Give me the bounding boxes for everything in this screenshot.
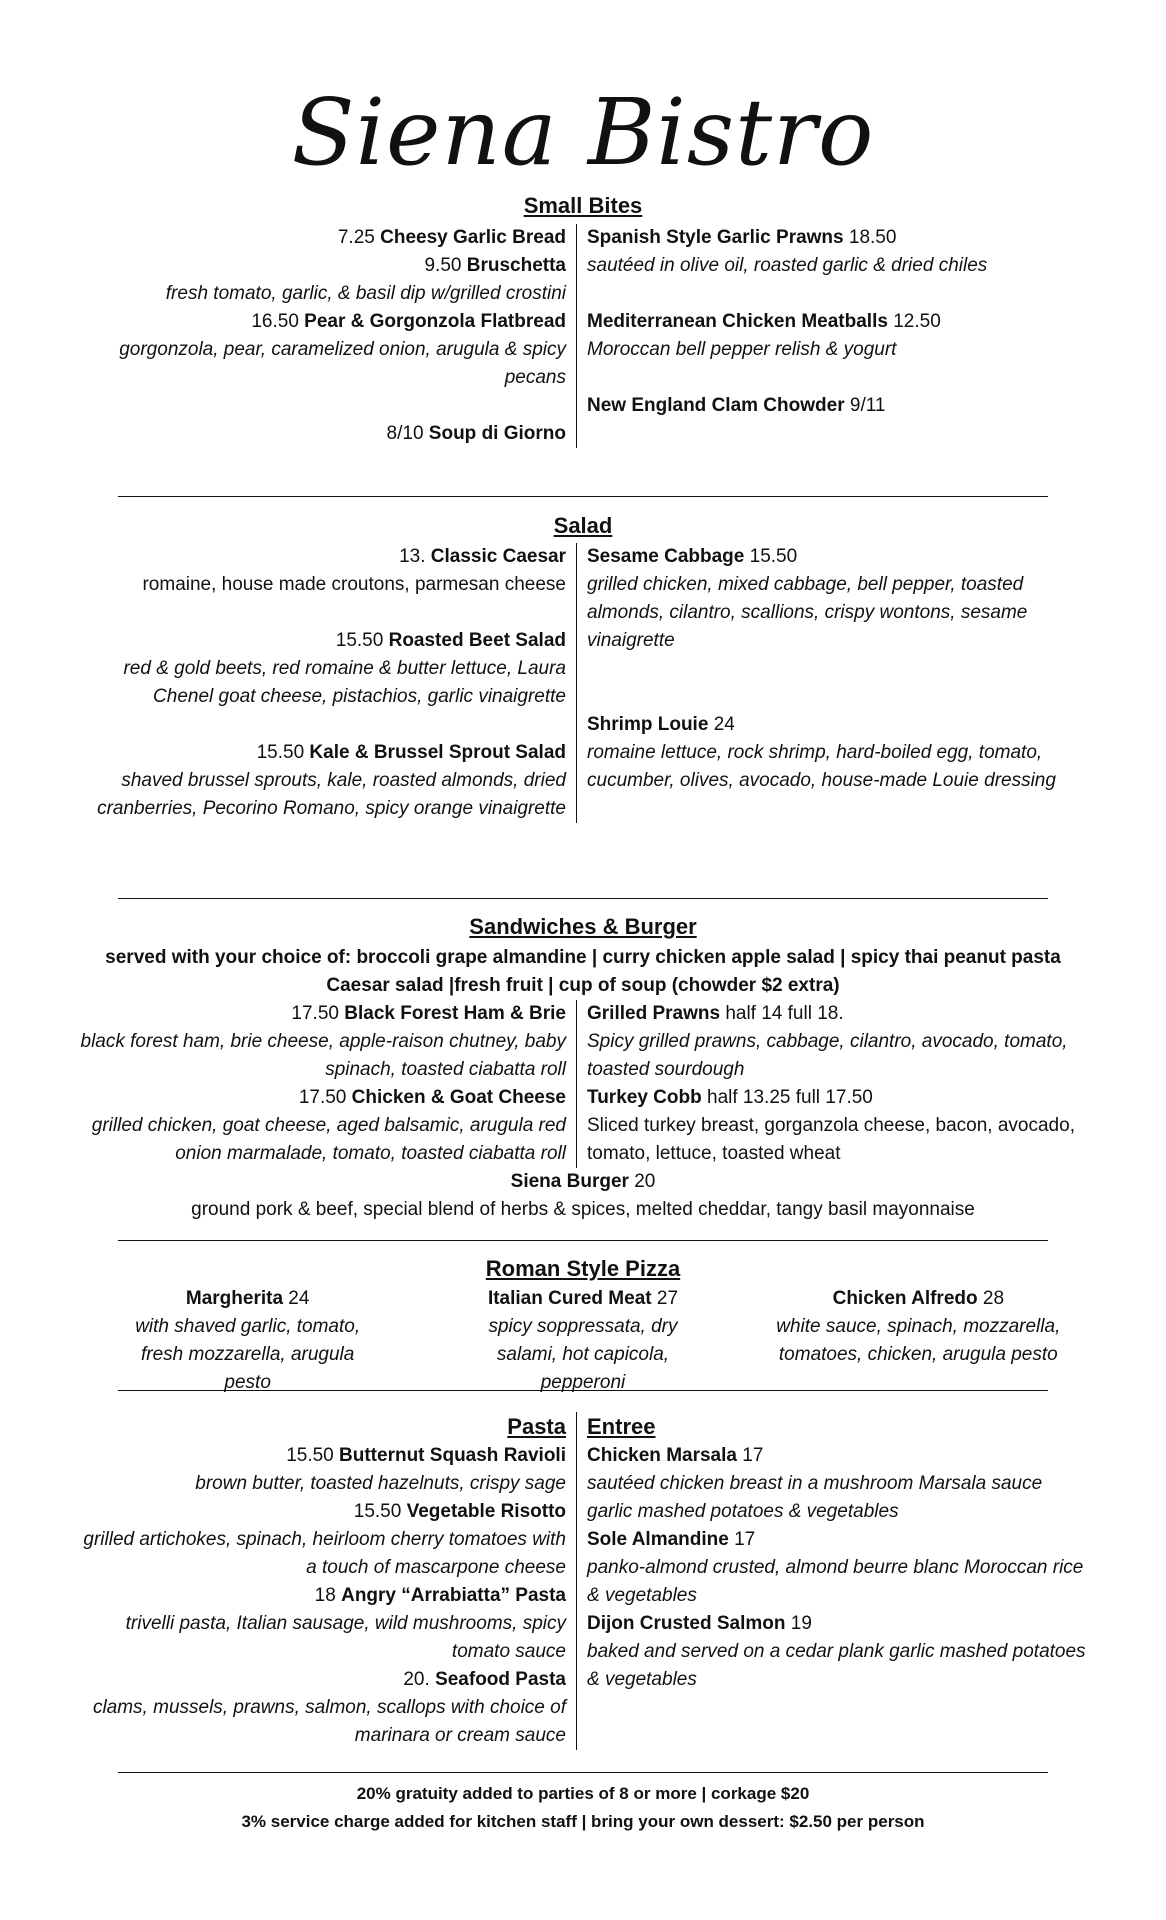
item-description: shaved brussel sprouts, kale, roasted almonds, dried cranberries, Pecorino Romano, spicy orange vinaigrette bbox=[97, 770, 566, 819]
menu-item bbox=[80, 1442, 566, 1498]
item-description: fresh tomato, garlic, & basil dip w/grilled crostini bbox=[165, 283, 566, 304]
divider bbox=[118, 496, 1048, 497]
item-name: Soup di Giorno bbox=[428, 423, 566, 444]
spacer bbox=[587, 364, 1086, 392]
item-price: 15.50 bbox=[335, 630, 384, 651]
menu-item bbox=[587, 1442, 1086, 1526]
item-description: white sauce, spinach, mozzarella, tomatoes, chicken, arugula pesto bbox=[776, 1316, 1061, 1365]
item-price: 18.50 bbox=[848, 227, 897, 248]
item-name: Turkey Cobb bbox=[587, 1087, 702, 1108]
item-name: Angry “Arrabiatta” Pasta bbox=[341, 1585, 566, 1606]
item-description: grilled artichokes, spinach, heirloom cherry tomatoes with a touch of mascarpone cheese bbox=[83, 1529, 566, 1578]
item-name: Classic Caesar bbox=[430, 546, 566, 567]
item-description: trivelli pasta, Italian sausage, wild mushrooms, spicy tomato sauce bbox=[125, 1613, 566, 1662]
item-description: brown butter, toasted hazelnuts, crispy sage bbox=[195, 1473, 566, 1494]
divider bbox=[118, 1390, 1048, 1391]
menu-item bbox=[587, 308, 1086, 364]
burger-title-line bbox=[0, 1168, 1166, 1196]
item-name: Mediterranean Chicken Meatballs bbox=[587, 311, 888, 332]
menu-item bbox=[80, 308, 566, 392]
item-name: New England Clam Chowder bbox=[587, 395, 845, 416]
menu-item bbox=[80, 1666, 566, 1750]
footer-gratuity: 20% gratuity added to parties of 8 or more | corkage $20 bbox=[356, 1784, 810, 1803]
sandwiches-right bbox=[577, 1000, 1086, 1168]
item-price: 16.50 bbox=[251, 311, 299, 332]
item-description: clams, mussels, prawns, salmon, scallops with choice of marinara or cream sauce bbox=[92, 1697, 566, 1746]
menu-item bbox=[587, 1610, 1086, 1694]
item-description: black forest ham, brie cheese, apple-raison chutney, baby spinach, toasted ciabatta roll bbox=[80, 1031, 566, 1080]
item-description: gorgonzola, pear, caramelized onion, arugula & spicy pecans bbox=[119, 339, 566, 388]
sides-choice-line: Caesar salad |fresh fruit | cup of soup (chowder $2 extra) bbox=[326, 975, 840, 996]
item-price: 24 bbox=[713, 714, 735, 735]
item-price: half 14 full 18. bbox=[725, 1003, 844, 1024]
item-name: Vegetable Risotto bbox=[406, 1501, 566, 1522]
item-price: 20 bbox=[634, 1171, 656, 1192]
item-name: Butternut Squash Ravioli bbox=[339, 1445, 566, 1466]
item-price: 9/11 bbox=[849, 395, 886, 416]
item-price: 15.50 bbox=[749, 546, 798, 567]
menu-item bbox=[80, 420, 566, 448]
menu-item bbox=[80, 739, 566, 823]
pasta-column bbox=[80, 1412, 577, 1750]
menu-item bbox=[587, 1000, 1086, 1084]
item-description: Moroccan bell pepper relish & yogurt bbox=[587, 339, 897, 360]
spacer bbox=[587, 683, 1086, 711]
entree-heading: Entree bbox=[587, 1414, 656, 1439]
spacer bbox=[587, 655, 1086, 683]
item-name: Bruschetta bbox=[466, 255, 566, 276]
item-price: 12.50 bbox=[893, 311, 941, 332]
pizza-row bbox=[80, 1285, 1086, 1397]
footer-service-charge: 3% service charge added for kitchen staff | bring your own dessert: $2.50 per person bbox=[241, 1812, 925, 1831]
burger-description: ground pork & beef, special blend of herbs & spices, melted cheddar, tangy basil mayonnaise bbox=[191, 1199, 975, 1220]
item-price: 8/10 bbox=[386, 423, 424, 444]
item-description: romaine lettuce, rock shrimp, hard-boiled egg, tomato, cucumber, olives, avocado, house-made Louie dressing bbox=[587, 742, 1056, 791]
menu-item bbox=[587, 1526, 1086, 1610]
item-name: Chicken Alfredo bbox=[832, 1288, 978, 1309]
item-description: Sliced turkey breast, gorganzola cheese, bacon, avocado, tomato, lettuce, toasted wheat bbox=[587, 1115, 1075, 1164]
item-price: 17 bbox=[734, 1529, 756, 1550]
pizza-heading: Roman Style Pizza bbox=[485, 1256, 681, 1281]
item-name: Grilled Prawns bbox=[587, 1003, 721, 1024]
item-description: Spicy grilled prawns, cabbage, cilantro, avocado, tomato, toasted sourdough bbox=[587, 1031, 1068, 1080]
item-name: Kale & Brussel Sprout Salad bbox=[309, 742, 566, 763]
item-description: grilled chicken, goat cheese, aged balsamic, arugula red onion marmalade, tomato, toasted ciabatta roll bbox=[91, 1115, 566, 1164]
item-name: Margherita bbox=[185, 1288, 284, 1309]
spacer bbox=[587, 280, 1086, 308]
item-price: half 13.25 full 17.50 bbox=[707, 1087, 873, 1108]
small-bites-right bbox=[577, 224, 1086, 448]
menu-item bbox=[587, 224, 1086, 280]
menu-item bbox=[80, 252, 566, 308]
menu-item bbox=[80, 1084, 566, 1168]
item-name: Siena Burger bbox=[510, 1171, 629, 1192]
item-name: Sole Almandine bbox=[587, 1529, 729, 1550]
spacer bbox=[80, 392, 566, 420]
restaurant-title: Siena Bistro bbox=[291, 79, 875, 186]
small-bites-heading: Small Bites bbox=[523, 193, 643, 218]
item-name: Seafood Pasta bbox=[435, 1669, 566, 1690]
item-description: panko-almond crusted, almond beurre blanc Moroccan rice & vegetables bbox=[587, 1557, 1084, 1606]
item-name: Pear & Gorgonzola Flatbread bbox=[304, 311, 566, 332]
item-name: Chicken & Goat Cheese bbox=[351, 1087, 566, 1108]
item-description: romaine, house made croutons, parmesan cheese bbox=[142, 574, 566, 595]
small-bites-left bbox=[80, 224, 577, 448]
item-name: Black Forest Ham & Brie bbox=[344, 1003, 566, 1024]
item-name: Cheesy Garlic Bread bbox=[380, 227, 566, 248]
item-name: Chicken Marsala bbox=[587, 1445, 737, 1466]
item-name: Italian Cured Meat bbox=[487, 1288, 652, 1309]
sandwiches-left bbox=[80, 1000, 577, 1168]
divider bbox=[118, 898, 1048, 899]
item-name: Spanish Style Garlic Prawns bbox=[587, 227, 844, 248]
menu-item bbox=[587, 1084, 1086, 1168]
item-price: 9.50 bbox=[424, 255, 462, 276]
item-price: 24 bbox=[288, 1288, 310, 1309]
item-description: sautéed in olive oil, roasted garlic & dried chiles bbox=[587, 255, 988, 276]
item-description: with shaved garlic, tomato, fresh mozzarella, arugula pesto bbox=[135, 1316, 361, 1393]
sandwiches-columns bbox=[80, 1000, 1086, 1168]
item-price: 15.50 bbox=[286, 1445, 334, 1466]
item-price: 13. bbox=[399, 546, 426, 567]
spacer bbox=[80, 711, 566, 739]
pizza-item bbox=[751, 1285, 1086, 1397]
pasta-entree-columns bbox=[80, 1412, 1086, 1750]
item-price: 17.50 bbox=[291, 1003, 339, 1024]
pizza-item bbox=[415, 1285, 750, 1397]
item-price: 17 bbox=[742, 1445, 764, 1466]
item-price: 15.50 bbox=[256, 742, 305, 763]
item-price: 19 bbox=[790, 1613, 812, 1634]
item-description: red & gold beets, red romaine & butter lettuce, Laura Chenel goat cheese, pistachios, garlic vinaigrette bbox=[123, 658, 566, 707]
divider bbox=[118, 1240, 1048, 1241]
item-price: 7.25 bbox=[337, 227, 375, 248]
menu-item bbox=[80, 543, 566, 599]
menu-item bbox=[587, 392, 1086, 420]
menu-item bbox=[80, 1000, 566, 1084]
item-price: 17.50 bbox=[298, 1087, 347, 1108]
item-description: sautéed chicken breast in a mushroom Marsala sauce garlic mashed potatoes & vegetables bbox=[587, 1473, 1043, 1522]
item-price: 27 bbox=[656, 1288, 679, 1309]
sides-choice-line: served with your choice of: broccoli grape almandine | curry chicken apple salad | spicy thai peanut pasta bbox=[105, 947, 1061, 968]
salad-right bbox=[577, 543, 1086, 823]
item-price: 18 bbox=[314, 1585, 336, 1606]
sandwiches-heading: Sandwiches & Burger bbox=[469, 914, 697, 939]
item-name: Dijon Crusted Salmon bbox=[587, 1613, 786, 1634]
menu-item bbox=[80, 224, 566, 252]
menu-item bbox=[80, 627, 566, 711]
menu-item bbox=[587, 711, 1086, 795]
item-description: grilled chicken, mixed cabbage, bell pepper, toasted almonds, cilantro, scallions, crispy wontons, sesame vinaigrette bbox=[587, 574, 1028, 651]
item-name: Shrimp Louie bbox=[587, 714, 709, 735]
small-bites-columns bbox=[80, 224, 1086, 448]
divider bbox=[118, 1772, 1048, 1773]
salad-columns bbox=[80, 543, 1086, 823]
menu-item bbox=[587, 543, 1086, 655]
menu-item bbox=[80, 1582, 566, 1666]
entree-column bbox=[577, 1412, 1086, 1750]
item-price: 20. bbox=[403, 1669, 430, 1690]
item-name: Roasted Beet Salad bbox=[388, 630, 566, 651]
pizza-item bbox=[80, 1285, 415, 1397]
salad-left bbox=[80, 543, 577, 823]
pasta-heading: Pasta bbox=[507, 1414, 566, 1439]
item-name: Sesame Cabbage bbox=[587, 546, 745, 567]
item-description: spicy soppressata, dry salami, hot capicola, pepperoni bbox=[488, 1316, 678, 1393]
item-price: 15.50 bbox=[353, 1501, 402, 1522]
item-price: 28 bbox=[982, 1288, 1005, 1309]
salad-heading: Salad bbox=[553, 513, 613, 538]
spacer bbox=[80, 599, 566, 627]
menu-item bbox=[80, 1498, 566, 1582]
item-description: baked and served on a cedar plank garlic mashed potatoes & vegetables bbox=[587, 1641, 1086, 1690]
